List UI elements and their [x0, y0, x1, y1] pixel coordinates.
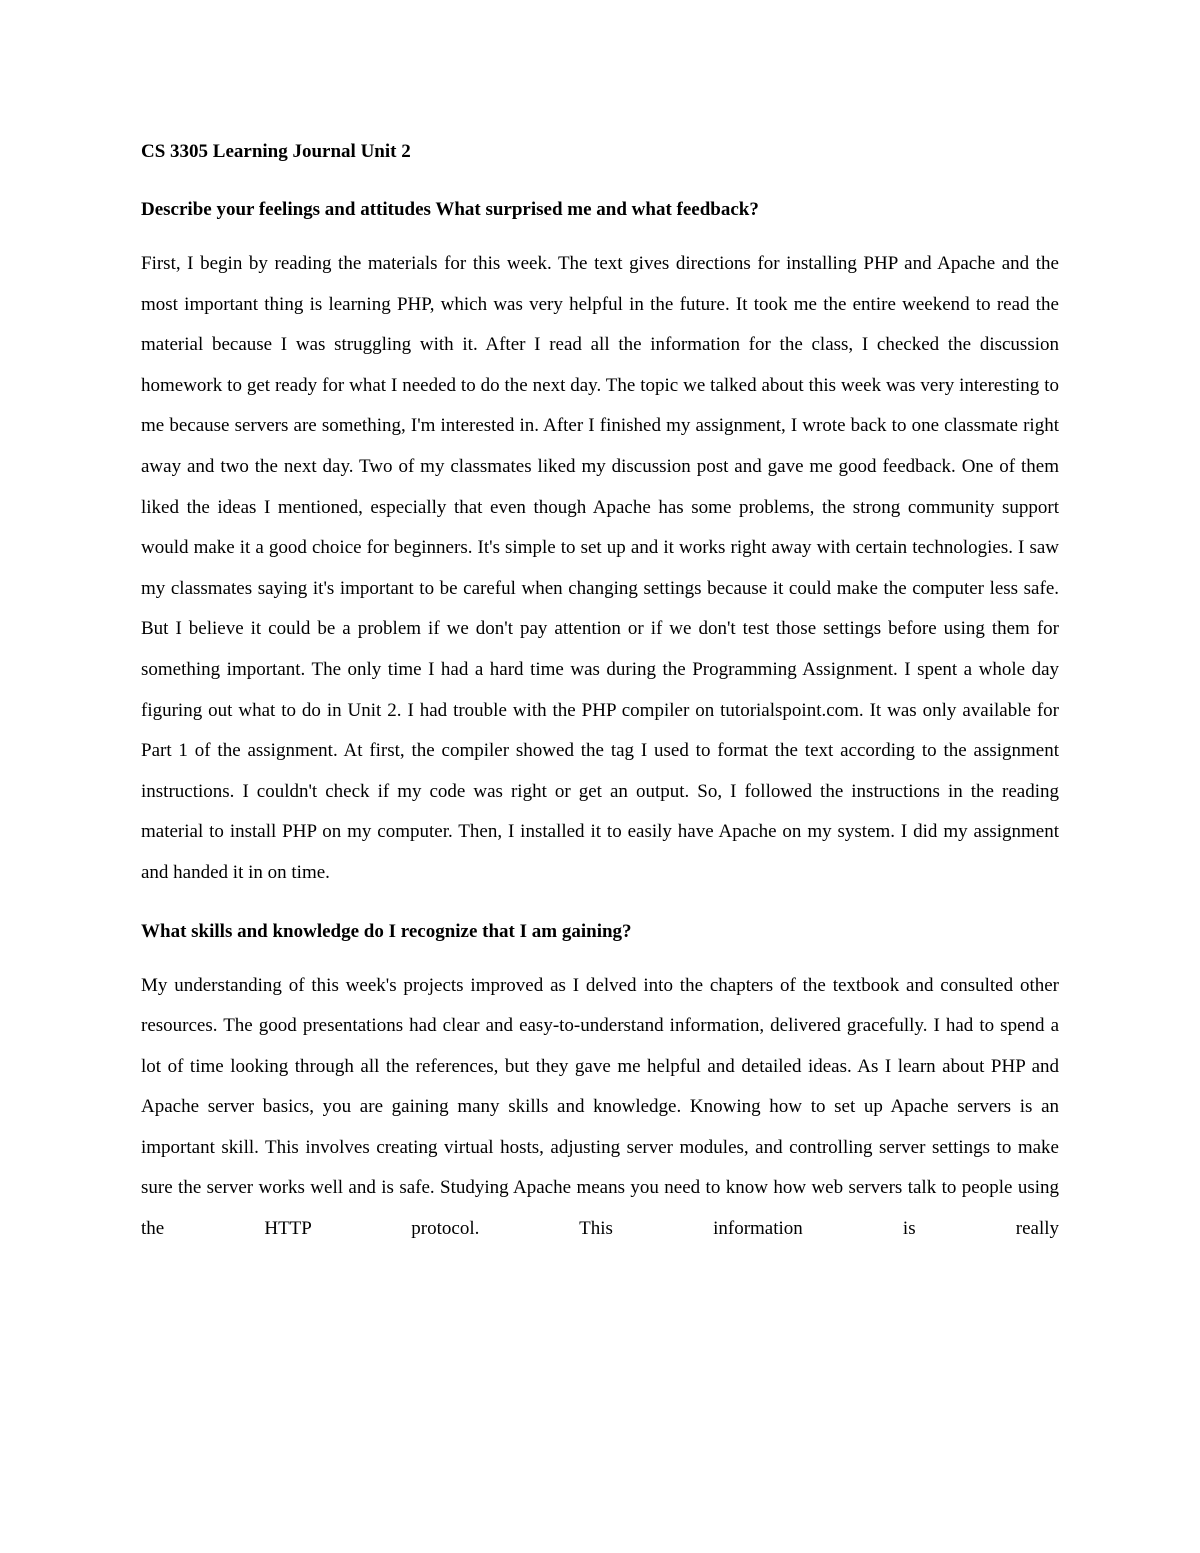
section-heading-feelings: Describe your feelings and attitudes What surprised me and what feedback?: [141, 199, 759, 220]
section-heading-skills: What skills and knowledge do I recognize that I am gaining?: [141, 920, 632, 942]
paragraph-skills: My understanding of this week's projects improved as I delved into the chapters of the textbook and consulted other resources. The good presentations had clear and easy-to-understand information, delivered gracefully. I had to spend a lot of time looking through all the references, but they gave me helpful and detailed ideas. As I learn about PHP and Apache server basics, you are gaining many skills and knowledge. Knowing how to set up Apache servers is an important skill. This involves creating virtual hosts, adjusting server modules, and controlling server settings to make sure the server works well and is safe. Studying Apache means you need to know how web servers talk to people using the HTTP protocol. This information is really: [141, 974, 1059, 1240]
document-page: [141, 132, 1059, 1250]
paragraph-feelings: First, I begin by reading the materials for this week. The text gives directions for installing PHP and Apache and the most important thing is learning PHP, which was very helpful in the future. It took me the entire weekend to read the material because I was struggling with it. After I read all the information for the class, I checked the discussion homework to get ready for what I needed to do the next day. The topic we talked about this week was very interesting to me because servers are something, I'm interested in. After I finished my assignment, I wrote back to one classmate right away and two the next day. Two of my classmates liked my discussion post and gave me good feedback. One of them liked the ideas I mentioned, especially that even though Apache has some problems, the strong community support would make it a good choice for beginners. It's simple to set up and it works right away with certain technologies. I saw my classmates saying it's important to be careful when changing settings because it could make the computer less safe. But I believe it could be a problem if we don't pay attention or if we don't test those settings before using them for something important. The only time I had a hard time was during the Programming Assignment. I spent a whole day figuring out what to do in Unit 2. I had trouble with the PHP compiler on tutorialspoint.com. It was only available for Part 1 of the assignment. At first, the compiler showed the tag I used to format the text according to the assignment instructions. I couldn't check if my code was right or get an output. So, I followed the instructions in the reading material to install PHP on my computer. Then, I installed it to easily have Apache on my system. I did my assignment and handed it in on time.: [141, 253, 1059, 883]
document-title: CS 3305 Learning Journal Unit 2: [141, 141, 411, 162]
